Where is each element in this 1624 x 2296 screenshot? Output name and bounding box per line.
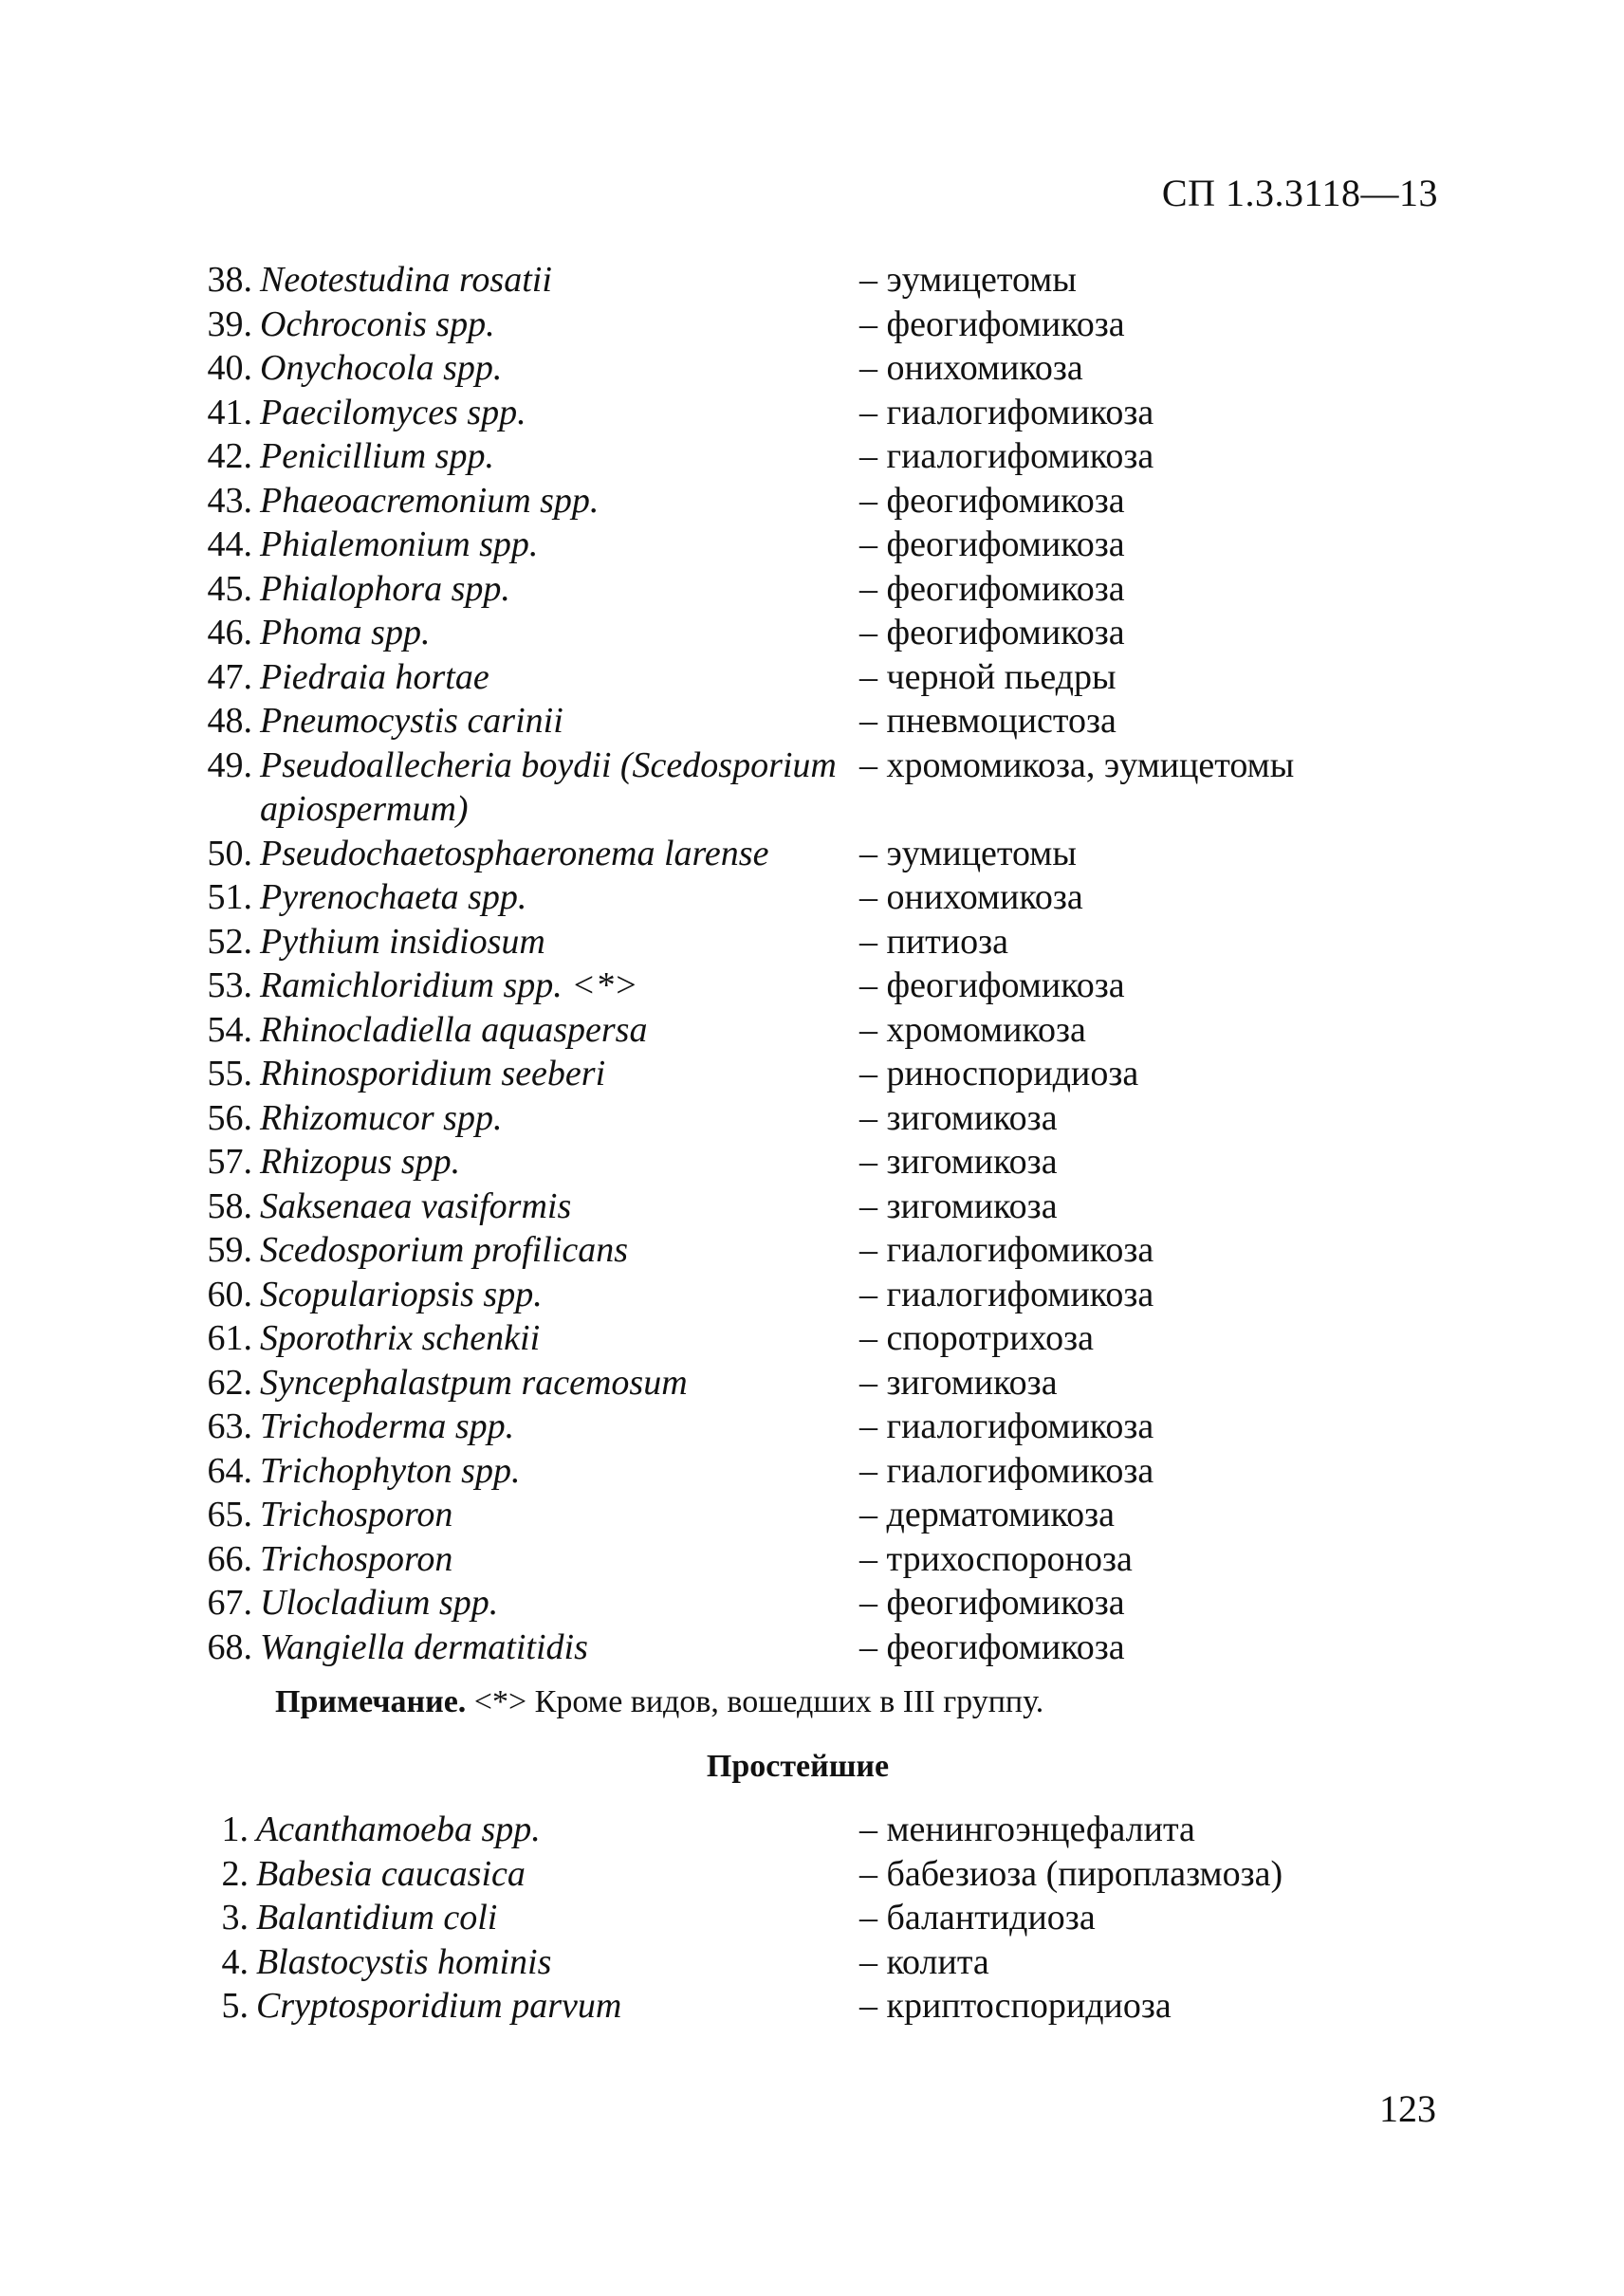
organism-name: Phaeoacremonium spp. [260, 480, 600, 521]
item-number: 53. [207, 965, 252, 1005]
organism-name: Cryptosporidium parvum [256, 1986, 622, 2026]
item-number: 56. [207, 1097, 252, 1138]
organism-name: Trichosporon [260, 1495, 453, 1534]
list-item [190, 1896, 1442, 1940]
disease-name: – колита [859, 1941, 989, 1982]
organism-name: Rhizopus spp. [260, 1142, 461, 1182]
list-item [190, 832, 1442, 876]
footnote-text: <*> Кроме видов, вошедших в III группу. [466, 1684, 1044, 1719]
list-item [190, 1052, 1442, 1096]
page-header: СП 1.3.3118—13 [1161, 172, 1438, 214]
item-number: 50. [207, 833, 252, 873]
organism-name: Pseudochaetosphaeronema larense [260, 833, 769, 873]
list-item [190, 1581, 1442, 1626]
list-item [190, 1984, 1442, 2029]
disease-name: – риноспоридиоза [859, 1054, 1139, 1093]
list-item [190, 479, 1442, 523]
organism-name: Piedraia hortae [260, 656, 489, 697]
list-item [190, 1493, 1442, 1537]
disease-name: – питиоза [859, 921, 1008, 962]
list-item [190, 1008, 1442, 1053]
item-number: 2. [221, 1853, 249, 1894]
list-item [190, 611, 1442, 655]
item-number: 48. [207, 701, 252, 741]
organism-name: Pseudoallecheria boydii (Scedosporium apiospermum) [260, 744, 837, 829]
fungi-list [190, 258, 1442, 1669]
list-item [190, 1185, 1442, 1229]
disease-name: – феогифомикоза [859, 480, 1125, 521]
protozoa-list [190, 1808, 1442, 2029]
item-number: 64. [207, 1450, 252, 1491]
organism-name: Rhinocladiella aquaspersa [260, 1009, 648, 1050]
organism-name: Phialemonium spp. [260, 524, 539, 564]
list-item [190, 1940, 1442, 1985]
disease-name: – феогифомикоза [859, 524, 1125, 564]
item-number: 60. [207, 1274, 252, 1314]
item-number: 62. [207, 1362, 252, 1403]
disease-name: – гиалогифомикоза [859, 1274, 1154, 1314]
disease-name: – споротрихоза [859, 1318, 1095, 1358]
item-number: 41. [207, 392, 252, 432]
disease-name: – дерматомикоза [859, 1495, 1115, 1534]
disease-name: – трихоспороноза [859, 1538, 1133, 1579]
item-number: 3. [221, 1898, 249, 1938]
list-item [190, 1449, 1442, 1494]
disease-name: – гиалогифомикоза [859, 392, 1154, 432]
list-item [190, 1273, 1442, 1317]
organism-name: Wangiella dermatitidis [260, 1626, 588, 1667]
list-item [190, 964, 1442, 1008]
list-item [190, 1537, 1442, 1582]
organism-name: Rhizomucor spp. [260, 1097, 503, 1138]
disease-name: – гиалогифомикоза [859, 1450, 1154, 1491]
organism-name: Sporothrix schenkii [260, 1318, 541, 1358]
item-number: 66. [207, 1538, 252, 1579]
disease-name: – бабезиоза (пироплазмоза) [859, 1853, 1283, 1894]
item-number: 47. [207, 656, 252, 697]
disease-name: – эумицетомы [859, 833, 1077, 873]
disease-name: – онихомикоза [859, 877, 1083, 917]
list-item [190, 1626, 1442, 1670]
organism-name: Scedosporium profilicans [260, 1230, 629, 1270]
list-item [190, 258, 1442, 303]
list-item [190, 391, 1442, 435]
list-item [190, 920, 1442, 964]
disease-name: – менингоэнцефалита [859, 1809, 1195, 1849]
disease-name: – феогифомикоза [859, 568, 1125, 609]
organism-name: Ochroconis spp. [260, 303, 495, 344]
item-number: 1. [221, 1809, 249, 1849]
disease-name: – криптоспоридиоза [859, 1986, 1172, 2026]
organism-name: Pythium insidiosum [260, 921, 545, 962]
organism-name: Trichosporon [260, 1538, 453, 1579]
organism-name: Scopulariopsis spp. [260, 1274, 543, 1314]
disease-name: – хромомикоза, эумицетомы [859, 744, 1295, 785]
item-number: 68. [207, 1626, 252, 1667]
item-number: 39. [207, 303, 252, 344]
disease-name: – балантидиоза [859, 1898, 1096, 1938]
organism-name: Rhinosporidium seeberi [260, 1054, 606, 1093]
list-item [190, 523, 1442, 567]
item-number: 54. [207, 1009, 252, 1050]
list-item [190, 1405, 1442, 1449]
item-number: 46. [207, 613, 252, 652]
disease-name: – гиалогифомикоза [859, 436, 1154, 476]
organism-name: Neotestudina rosatii [260, 260, 552, 300]
list-item [190, 1361, 1442, 1405]
item-number: 57. [207, 1142, 252, 1182]
disease-name: – гиалогифомикоза [859, 1230, 1154, 1270]
disease-name: – феогифомикоза [859, 1583, 1125, 1623]
organism-name: Phoma spp. [260, 613, 431, 652]
item-number: 51. [207, 877, 252, 917]
organism-name: Ramichloridium spp. <*> [260, 965, 638, 1005]
organism-name: Saksenaea vasiformis [260, 1185, 572, 1226]
organism-name: Phialophora spp. [260, 568, 510, 609]
list-item [190, 1808, 1442, 1852]
organism-name: Ulocladium spp. [260, 1583, 499, 1623]
disease-name: – пневмоцистоза [859, 701, 1116, 741]
organism-name: Blastocystis hominis [256, 1941, 552, 1982]
list-item [190, 434, 1442, 479]
organism-name: Pneumocystis carinii [260, 701, 563, 741]
organism-name: Trichoderma spp. [260, 1406, 515, 1446]
list-item [190, 567, 1442, 612]
organism-name: Paecilomyces spp. [260, 392, 526, 432]
list-item [190, 303, 1442, 347]
list-item [190, 1140, 1442, 1185]
footnote-label: Примечание. [275, 1684, 467, 1719]
list-item [190, 1316, 1442, 1361]
item-number: 44. [207, 524, 252, 564]
disease-name: – зигомикоза [859, 1362, 1058, 1403]
disease-name: – онихомикоза [859, 348, 1083, 388]
disease-name: – хромомикоза [859, 1009, 1086, 1050]
item-number: 55. [207, 1054, 252, 1093]
organism-name: Pyrenochaeta spp. [260, 877, 527, 917]
item-number: 58. [207, 1185, 252, 1226]
disease-name: – зигомикоза [859, 1142, 1058, 1182]
disease-name: – гиалогифомикоза [859, 1406, 1154, 1446]
list-item [190, 875, 1442, 920]
disease-name: – феогифомикоза [859, 965, 1125, 1005]
list-item [190, 1096, 1442, 1141]
list-item [190, 655, 1442, 700]
section-title-protozoa: Простейшие [706, 1749, 890, 1784]
disease-name: – черной пьедры [859, 656, 1116, 697]
page-number: 123 [1379, 2087, 1436, 2130]
list-item [190, 346, 1442, 391]
item-number: 65. [207, 1495, 252, 1534]
item-number: 38. [207, 260, 252, 300]
item-number: 42. [207, 436, 252, 476]
list-item [190, 1852, 1442, 1897]
item-number: 61. [207, 1318, 252, 1358]
disease-name: – феогифомикоза [859, 303, 1125, 344]
organism-name: Trichophyton spp. [260, 1450, 521, 1491]
item-number: 4. [221, 1941, 249, 1982]
list-item [190, 1228, 1442, 1273]
item-number: 52. [207, 921, 252, 962]
item-number: 63. [207, 1406, 252, 1446]
disease-name: – эумицетомы [859, 260, 1077, 300]
disease-name: – феогифомикоза [859, 613, 1125, 652]
organism-name: Penicillium spp. [260, 436, 494, 476]
item-number: 5. [221, 1986, 249, 2026]
item-number: 45. [207, 568, 252, 609]
item-number: 59. [207, 1230, 252, 1270]
item-number: 40. [207, 348, 252, 388]
organism-name: Acanthamoeba spp. [256, 1809, 541, 1849]
organism-name: Syncephalastpum racemosum [260, 1362, 688, 1403]
disease-name: – зигомикоза [859, 1185, 1058, 1226]
disease-name: – феогифомикоза [859, 1626, 1125, 1667]
list-item [190, 744, 1442, 832]
organism-name: Babesia caucasica [256, 1853, 526, 1894]
item-number: 49. [207, 744, 252, 785]
organism-name: Onychocola spp. [260, 348, 503, 388]
footnote [275, 1681, 1043, 1724]
item-number: 43. [207, 480, 252, 521]
organism-name: Balantidium coli [256, 1898, 498, 1938]
list-item [190, 699, 1442, 744]
disease-name: – зигомикоза [859, 1097, 1058, 1138]
item-number: 67. [207, 1583, 252, 1623]
